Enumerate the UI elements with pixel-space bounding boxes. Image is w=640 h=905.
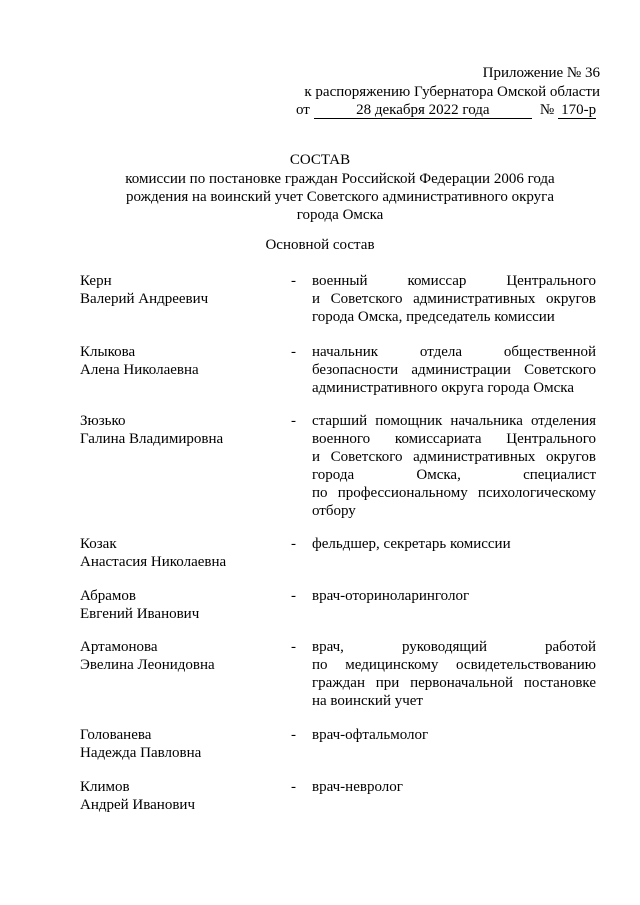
order-number: 170-р — [558, 103, 596, 119]
member-surname: Зюзько — [80, 413, 126, 429]
role-line: города Омска, специалист — [312, 467, 596, 483]
role-line: врач-невролог — [312, 779, 403, 795]
member-role — [312, 412, 596, 520]
from-label: от — [296, 102, 310, 118]
document-subtitle: комиссии по постановке граждан Российской Федерации 2006 года рождения на воинский учет Советского административного округа города Омска — [125, 171, 555, 223]
role-line: врач-офтальмолог — [312, 727, 429, 743]
dash-separator: - — [291, 344, 296, 360]
role-line: старший помощник начальника отделения — [312, 413, 596, 429]
role-line: граждан при первоначальной постановке — [312, 675, 596, 691]
member-given-names: Эвелина Леонидовна — [80, 657, 215, 673]
document-title: СОСТАВ — [289, 152, 351, 168]
order-date-line — [296, 101, 600, 119]
member-role — [312, 778, 596, 796]
number-label: № — [539, 102, 555, 118]
member-given-names: Алена Николаевна — [80, 362, 199, 378]
member-surname: Козак — [80, 536, 117, 552]
member-role — [312, 587, 596, 605]
member-given-names: Валерий Андреевич — [80, 291, 209, 307]
role-line: военного комиссариата Центрального — [312, 431, 596, 447]
dash-separator: - — [291, 779, 296, 795]
role-line: и Советского административных округов — [312, 291, 596, 307]
role-line: начальник отдела общественной — [312, 344, 596, 360]
member-name — [80, 412, 280, 448]
role-line: врач-оториноларинголог — [312, 588, 470, 604]
order-reference: к распоряжению Губернатора Омской области — [304, 84, 600, 100]
member-surname: Керн — [80, 273, 112, 289]
role-line: города Омска, председатель комиссии — [312, 309, 555, 325]
order-date: 28 декабря 2022 года — [314, 103, 532, 119]
member-surname: Артамонова — [80, 639, 158, 655]
dash-separator: - — [291, 273, 296, 289]
role-line: отбору — [312, 503, 356, 519]
annex-number: Приложение № 36 — [482, 65, 600, 81]
role-line: фельдшер, секретарь комиссии — [312, 536, 511, 552]
dash-separator: - — [291, 413, 296, 429]
member-name — [80, 726, 280, 762]
role-line: военный комиссар Центрального — [312, 273, 596, 289]
role-line: безопасности администрации Советского — [312, 362, 596, 378]
dash-separator: - — [291, 536, 296, 552]
role-line: административного округа города Омска — [312, 380, 574, 396]
member-name — [80, 535, 280, 571]
role-line: по медицинскому освидетельствованию — [312, 657, 596, 673]
member-name — [80, 587, 280, 623]
member-surname: Климов — [80, 779, 130, 795]
member-given-names: Анастасия Николаевна — [80, 554, 227, 570]
dash-separator: - — [291, 727, 296, 743]
member-surname: Клыкова — [80, 344, 136, 360]
member-given-names: Андрей Иванович — [80, 797, 195, 813]
member-role — [312, 535, 596, 553]
dash-separator: - — [291, 588, 296, 604]
section-title: Основной состав — [265, 237, 375, 253]
member-given-names: Надежда Павловна — [80, 745, 202, 761]
member-given-names: Евгений Иванович — [80, 606, 200, 622]
member-name — [80, 272, 280, 308]
role-line: врач, руководящий работой — [312, 639, 596, 655]
role-line: на воинский учет — [312, 693, 423, 709]
member-name — [80, 343, 280, 379]
role-line: по профессиональному психологическому — [312, 485, 596, 501]
member-name — [80, 778, 280, 814]
member-name — [80, 638, 280, 674]
member-role — [312, 343, 596, 397]
role-line: и Советского административных округов — [312, 449, 596, 465]
member-given-names: Галина Владимировна — [80, 431, 224, 447]
member-role — [312, 638, 596, 710]
member-role — [312, 726, 596, 744]
member-surname: Голованева — [80, 727, 152, 743]
member-surname: Абрамов — [80, 588, 136, 604]
dash-separator: - — [291, 639, 296, 655]
member-role — [312, 272, 596, 326]
